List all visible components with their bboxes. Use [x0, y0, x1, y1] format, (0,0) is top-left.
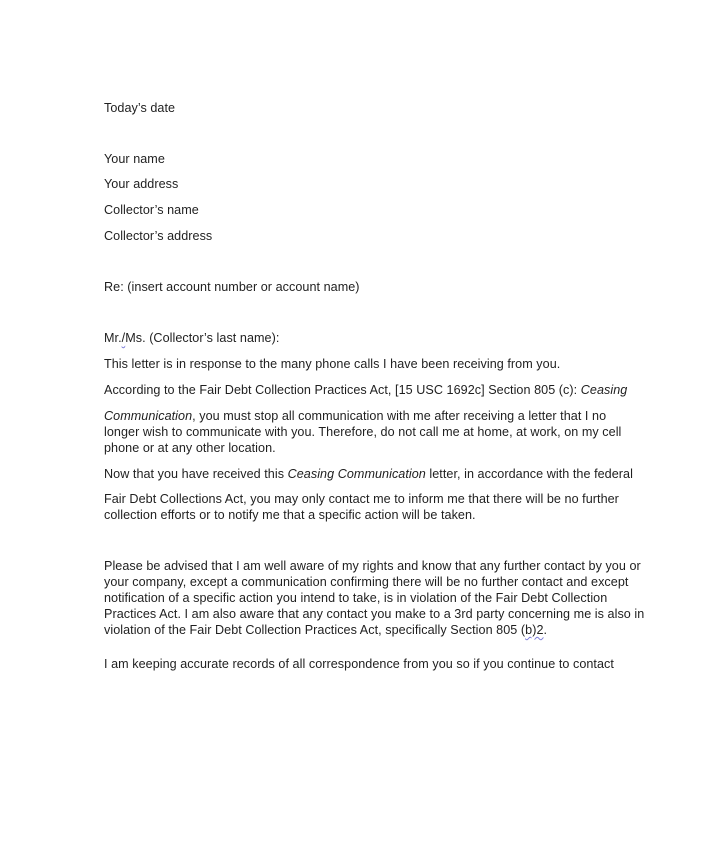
spellcheck-flag: /	[121, 331, 126, 345]
paragraph-3-line-2: longer wish to communicate with you. Therefore, do not call me at home, at work, on my cell	[104, 425, 622, 439]
spellcheck-flag-section: b)2	[525, 623, 544, 637]
paragraph-6-line-2: your company, except a communication confirming there will be no further contact and except	[104, 575, 629, 589]
paragraph-4-after: letter, in accordance with the federal	[425, 467, 633, 481]
re-line: Re: (insert account number or account name)	[104, 280, 360, 294]
paragraph-3-line-3: phone or at any other location.	[104, 441, 276, 455]
paragraph-5	[104, 491, 624, 523]
paragraph-4	[104, 466, 633, 482]
date-line: Today’s date	[104, 101, 176, 115]
paragraph-5-line-1: Fair Debt Collections Act, you may only contact me to inform me that there will be no further	[104, 492, 619, 506]
salutation-prefix: Mr.	[104, 331, 122, 345]
paragraph-3-line-1-rest: , you must stop all communication with me after receiving a letter that I no	[192, 409, 607, 423]
sender-address: Your address	[104, 177, 179, 191]
paragraph-2-text: According to the Fair Debt Collection Practices Act, [15 USC 1692c] Section 805 (c):	[104, 383, 581, 397]
collector-name: Collector’s name	[104, 203, 199, 217]
paragraph-6-line-5	[104, 622, 624, 638]
paragraph-1: This letter is in response to the many phone calls I have been receiving from you.	[104, 357, 561, 371]
paragraph-4-italic: Ceasing Communication	[287, 467, 426, 481]
salutation	[104, 330, 279, 346]
paragraph-3-italic: Communication	[104, 409, 193, 423]
salutation-rest: Ms. (Collector’s last name):	[125, 331, 280, 345]
paragraph-3	[104, 408, 624, 456]
paragraph-6-line-5-before: violation of the Fair Debt Collection Practices Act, specifically Section 805 (	[104, 623, 526, 637]
paragraph-6-line-3: notification of a specific action you intend to take, is in violation of the Fair Debt Collection	[104, 591, 608, 605]
sender-name: Your name	[104, 152, 165, 166]
paragraph-6-line-1: Please be advised that I am well aware of my rights and know that any further contact by you or	[104, 559, 641, 573]
paragraph-6-line-5-after: .	[543, 623, 548, 637]
paragraph-6-line-4: Practices Act. I am also aware that any contact you make to a 3rd party concerning me is also in	[104, 607, 645, 621]
paragraph-7: I am keeping accurate records of all correspondence from you so if you continue to contact	[104, 657, 614, 671]
paragraph-2-italic: Ceasing	[580, 383, 628, 397]
paragraph-5-line-2: collection efforts or to notify me that a specific action will be taken.	[104, 508, 476, 522]
paragraph-3-line-1	[104, 408, 624, 424]
paragraph-6	[104, 558, 645, 638]
paragraph-2	[104, 382, 627, 398]
collector-address: Collector’s address	[104, 229, 213, 243]
paragraph-4-before: Now that you have received this	[104, 467, 288, 481]
